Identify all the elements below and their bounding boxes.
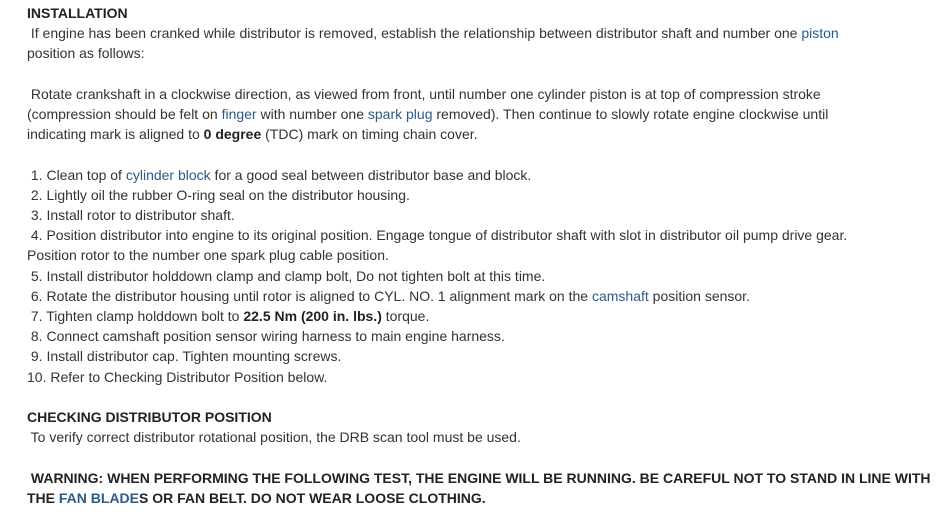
zero-degree-emphasis: 0 degree (203, 126, 262, 143)
warning-text-1: THE (27, 489, 59, 506)
warning-line-1: WARNING: WHEN PERFORMING THE FOLLOWING TEST, THE ENGINE WILL BE RUNNING. BE CAREFUL NOT TO STAND IN LINE WITH (27, 469, 931, 486)
fan-blade-link[interactable]: FAN BLADE (58, 489, 140, 506)
rotate-line-2 (27, 104, 927, 124)
step-7-text-a: 7. Tighten clamp holddown bolt to (27, 308, 244, 325)
step-1-text-a: 1. Clean top of (27, 166, 126, 183)
spacer (27, 387, 927, 407)
warning-text-2: S OR FAN BELT. DO NOT WEAR LOOSE CLOTHING. (139, 489, 486, 506)
finger-link[interactable]: finger (221, 106, 257, 122)
step-7 (27, 306, 927, 326)
step-10: 10. Refer to Checking Distributor Position below. (27, 368, 328, 385)
piston-link[interactable]: piston (801, 25, 839, 42)
step-8: 8. Connect camshaft position sensor wiring harness to main engine harness. (27, 328, 505, 345)
step-7-text-b: torque. (381, 308, 430, 325)
step-4: 4. Position distributor into engine to its original position. Engage tongue of distributor shaft with slot in distributor oil pump drive gear. (27, 227, 848, 244)
step-6 (27, 286, 927, 306)
intro-line-1 (27, 23, 927, 43)
step-2: 2. Lightly oil the rubber O-ring seal on the distributor housing. (27, 186, 410, 203)
intro-line-2: position as follows: (27, 45, 145, 62)
rotate-text-3: removed). Then continue to slowly rotate engine clockwise until (432, 106, 829, 122)
step-5: 5. Install distributor holddown clamp and clamp bolt, Do not tighten bolt at this time. (27, 267, 546, 284)
checking-heading: CHECKING DISTRIBUTOR POSITION (27, 409, 272, 426)
step-4-continued: Position rotor to the number one spark plug cable position. (27, 247, 389, 264)
warning-line-2 (27, 488, 927, 508)
spacer (27, 64, 927, 84)
torque-emphasis: 22.5 Nm (200 in. lbs.) (243, 308, 382, 325)
installation-heading: INSTALLATION (27, 5, 128, 21)
step-1-text-b: for a good seal between distributor base and block. (210, 166, 532, 183)
camshaft-link[interactable]: camshaft (591, 287, 649, 304)
step-9: 9. Install distributor cap. Tighten mounting screws. (27, 348, 342, 365)
checking-text: To verify correct distributor rotational position, the DRB scan tool must be used. (27, 429, 521, 446)
rotate-text-2: with number one (256, 106, 368, 122)
step-6-text-a: 6. Rotate the distributor housing until rotor is aligned to CYL. NO. 1 alignment mark on the (27, 287, 592, 304)
rotate-text-1: (compression should be felt on (27, 106, 222, 122)
cylinder-block-link[interactable]: cylinder block (125, 166, 211, 183)
document-body (27, 3, 931, 508)
rotate-text-5: (TDC) mark on timing chain cover. (261, 126, 478, 143)
spark-plug-link[interactable]: spark plug (367, 106, 433, 122)
rotate-line-3 (27, 124, 927, 144)
rotate-text-4: indicating mark is aligned to (27, 126, 204, 143)
rotate-line-1: Rotate crankshaft in a clockwise direction, as viewed from front, until number one cylinder piston is at top of compression stroke (27, 85, 821, 102)
spacer (27, 447, 927, 467)
step-3: 3. Install rotor to distributor shaft. (27, 207, 235, 223)
spacer (27, 144, 927, 164)
step-1 (27, 165, 927, 185)
intro-text: If engine has been cranked while distributor is removed, establish the relationship between distributor shaft and number one (27, 25, 802, 42)
step-6-text-b: position sensor. (648, 287, 750, 304)
